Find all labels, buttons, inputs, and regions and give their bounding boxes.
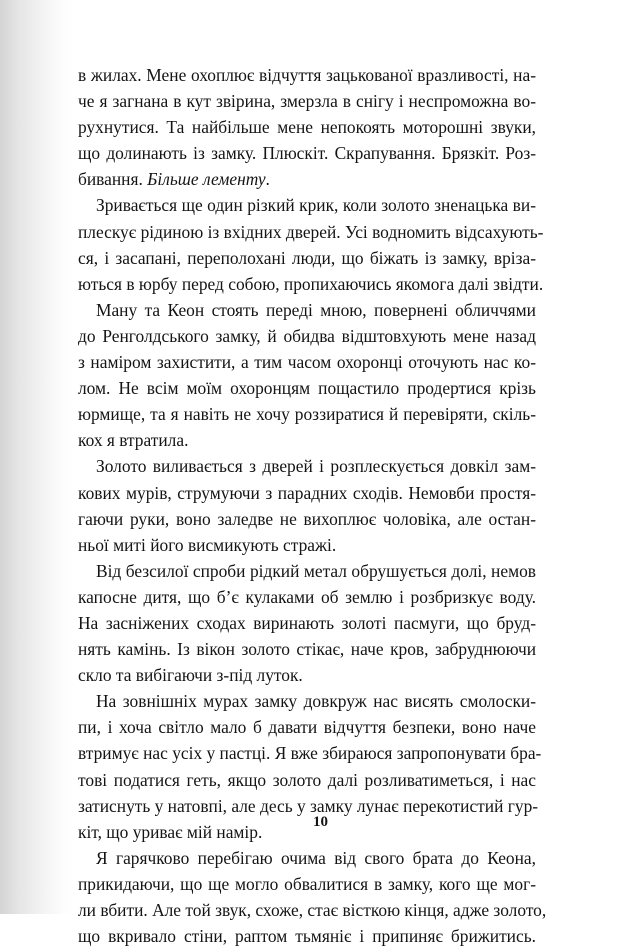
text-line: че я загнана в кут звірина, змерзла в снігу і неспроможна во- — [78, 91, 536, 112]
text-line: Від безсилої спроби рідкий метал обрушується долі, немов — [96, 560, 536, 581]
text-line: кових мурів, струмуючи з парадних сходів. Немовби простя- — [78, 482, 536, 503]
text-line: в жилах. Мене охоплює відчуття зацькованої вразливості, на- — [78, 65, 536, 85]
text-line: тові податися геть, якщо золото далі розливатиметься, і нас — [78, 769, 536, 790]
text-line: рухнутися. Та найбільше мене непокоять моторошні звуки, — [78, 117, 536, 138]
paragraph — [78, 558, 536, 688]
text-line: ньої миті його висмикують стражі. — [78, 534, 337, 555]
text-line: кох я втратила. — [78, 430, 189, 451]
text-line: скло та вибігаючи з-під луток. — [78, 665, 303, 686]
text-line: Я гарячково перебігаю очима від свого брата до Кеона, — [96, 847, 536, 868]
text-line: до Ренголдського замку, й обидва відштовхують мене назад — [78, 325, 536, 346]
text-line: Золото виливається з дверей і розплескується довкіл зам- — [96, 456, 536, 477]
paragraph — [78, 453, 536, 557]
text-run: . — [265, 169, 270, 190]
text-line: ся, і засапані, переполохані люди, що біжать із замку, вріза- — [78, 247, 536, 268]
paragraph — [78, 62, 536, 192]
text-line: лом. Не всім моїм охоронцям пощастило продертися крізь — [78, 378, 536, 399]
text-line: втримує нас усіх у пастці. Я вже збираюся запропонувати бра- — [78, 743, 542, 764]
text-line: Ману та Кеон стоять переді мною, повернені обличчями — [96, 299, 536, 320]
text-line: плескує рідиною із вхідних дверей. Усі водномить відсахують- — [78, 221, 544, 242]
text-run: бивання. — [78, 169, 148, 190]
text-line: капосне дитя, що б’є кулаками об землю і розбризкує воду. — [78, 586, 536, 607]
page-number: 10 — [313, 814, 328, 830]
text-line: ли вбити. Але той звук, схоже, стає вісткою кінця, адже золото, — [78, 900, 547, 920]
text-line: пи, і хоча світло мало б давати відчуття безпеки, воно наче — [78, 717, 536, 738]
paragraph — [78, 192, 544, 296]
text-line: гаючи руки, воно заледве не вихоплює чоловіка, але остан- — [78, 508, 536, 529]
text-line: прикидаючи, що ще могло обвалитися в замку, кого ще мог- — [78, 873, 536, 894]
text-line: На засніжених сходах виринають золоті пасмуги, що бруд- — [78, 612, 536, 633]
italic-emphasis: Більше лементу — [147, 169, 266, 190]
text-line: На зовнішніх мурах замку довкруж нас висять смолоски- — [96, 691, 536, 712]
text-line: ються в юрбу перед собою, пропихаючись якомога далі звідти. — [78, 273, 544, 294]
text-line: Зривається ще один різкий крик, коли золото зненацька ви- — [96, 195, 536, 216]
text-line: кіт, що уриває мій намір. — [78, 821, 263, 842]
text-line: юрмище, та я навіть не хочу роззиратися й перевіряти, скіль- — [78, 404, 536, 425]
paragraph — [78, 845, 547, 949]
text-line: що долинають із замку. Плюскіт. Скрапування. Брязкіт. Роз- — [78, 143, 536, 164]
text-line: нять камінь. Із вікон золото стікає, наче кров, забруднюючи — [78, 639, 536, 660]
text-line: з наміром захистити, а тим часом охоронці оточують нас ко- — [78, 352, 536, 373]
text-line — [78, 166, 536, 192]
text-line: що вкривало стіни, раптом тьмяніє і припиняє брижитись. — [78, 926, 536, 947]
paragraph — [78, 297, 536, 454]
text-line: затиснуть у натовпі, але десь у замку лунає перекотистий гур- — [78, 795, 539, 816]
